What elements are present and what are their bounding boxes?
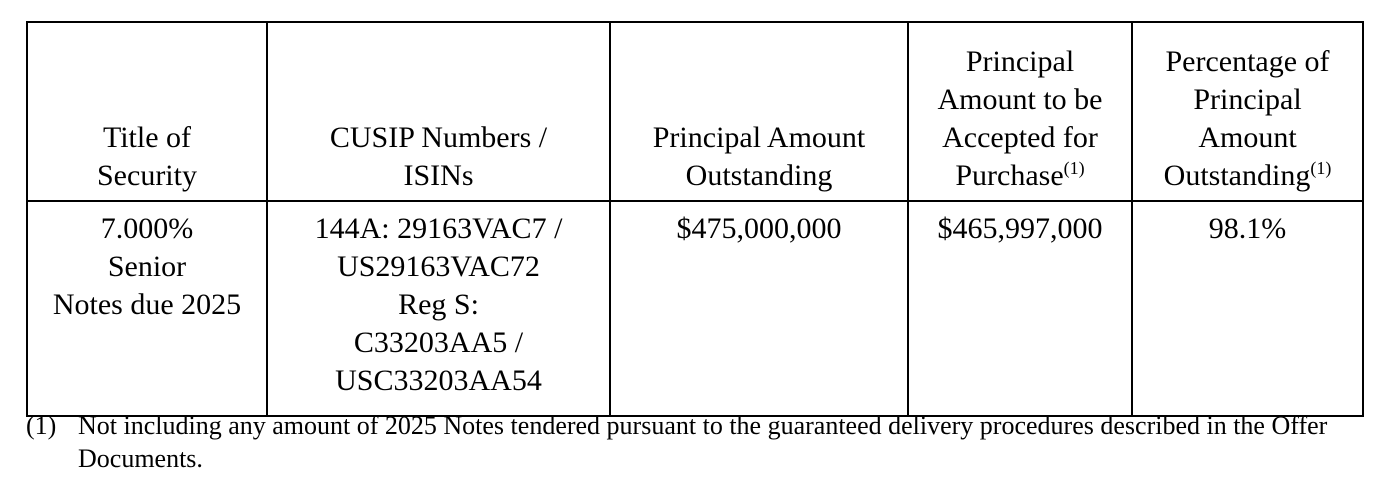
header-principal-amount-accepted (908, 22, 1132, 201)
header-cusip-isins (267, 22, 610, 201)
header-row (27, 22, 1363, 201)
header-text-line: Principal Amount (652, 121, 866, 154)
cell-text-line: USC33203AA54 (335, 364, 542, 397)
table-body (27, 201, 1363, 416)
header-text-line: CUSIP Numbers / (329, 121, 548, 154)
cell-text-line: US29163VAC72 (337, 250, 540, 283)
cell-principal-amount-accepted (908, 201, 1132, 416)
cell-text-line: 7.000% (100, 212, 194, 245)
cell-cusip-isins (267, 201, 610, 416)
cell-text-line: $475,000,000 (676, 212, 842, 245)
cell-text-line: C33203AA5 / (353, 326, 524, 359)
header-text-line: Amount to be (937, 83, 1103, 116)
footnote-reference: (1) (1063, 158, 1085, 178)
cell-percentage-outstanding (1132, 201, 1363, 416)
header-text-line: Amount (1198, 121, 1297, 154)
table-header (27, 22, 1363, 201)
cell-text-line: 98.1% (1208, 212, 1287, 245)
header-text-line (1143, 157, 1352, 195)
header-text-line: ISINs (403, 159, 474, 192)
cell-text-line: Reg S: (398, 288, 479, 321)
header-text-line: Title of (102, 121, 192, 154)
footnote-reference: (1) (1310, 158, 1332, 178)
footnote-text: Not including any amount of 2025 Notes tendered pursuant to the guaranteed delivery procedures described in the Offer Documents. (78, 411, 1328, 473)
header-text-line: Principal (1193, 83, 1302, 116)
header-text-line: Security (97, 159, 197, 192)
header-text: Outstanding (1163, 159, 1311, 192)
securities-table (26, 21, 1364, 417)
cell-title-of-security (27, 201, 267, 416)
cell-principal-amount-outstanding (610, 201, 908, 416)
header-percentage-outstanding (1132, 22, 1363, 201)
footnote-marker: (1) (26, 411, 57, 440)
header-text-line: Principal (965, 45, 1075, 78)
cell-text-line: $465,997,000 (937, 212, 1103, 245)
header-text-line (919, 157, 1121, 195)
header-text-line: Percentage of (1165, 45, 1330, 78)
header-text: Purchase (955, 159, 1064, 192)
header-text-line: Accepted for (942, 121, 1098, 154)
header-principal-amount-outstanding (610, 22, 908, 201)
header-text-line: Outstanding (685, 159, 833, 192)
header-title-of-security (27, 22, 267, 201)
cell-text-line: Notes due 2025 (52, 288, 242, 321)
cell-text-line: 144A: 29163VAC7 / (314, 212, 563, 245)
cell-text-line: Senior (107, 250, 187, 283)
table-row (27, 201, 1363, 416)
